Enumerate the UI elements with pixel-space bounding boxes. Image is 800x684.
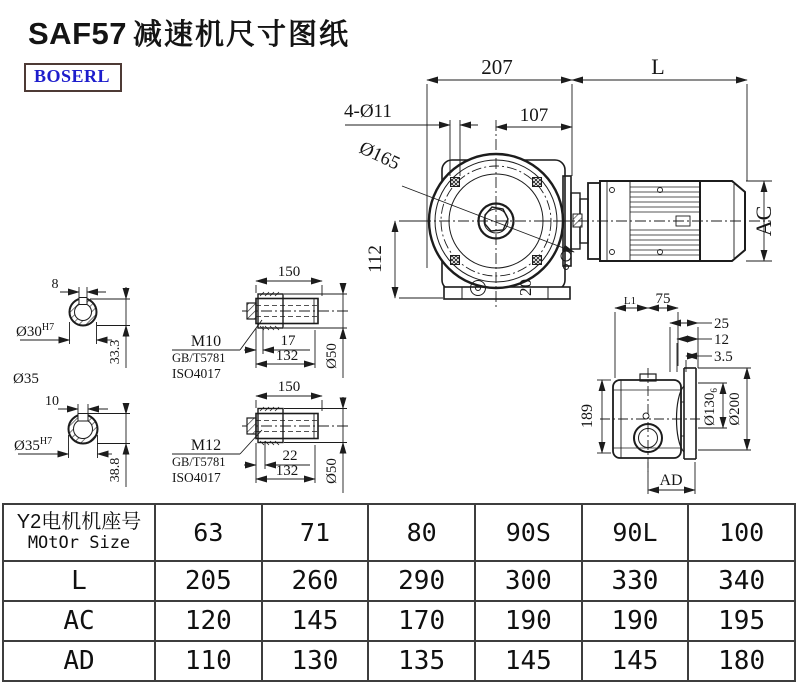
sec1-depth-label: 33.3 [108,339,123,365]
dim-20-label: 20 [516,279,535,296]
cell-AD-100: 180 [688,641,795,681]
cell-AC-71: 145 [262,601,369,641]
hs1-depth-label: 17 [280,333,296,349]
col-100: 100 [688,504,795,561]
motor-side-view [540,176,770,270]
cell-AC-100: 195 [688,601,795,641]
row-label-AD: AD [3,641,155,681]
table-row-AD [3,641,795,681]
dim-189-label: 189 [579,404,596,428]
title-chinese: 减速机尺寸图纸 [132,17,350,51]
table-header-row [3,504,795,561]
col-80: 80 [368,504,475,561]
table-row-header [3,504,155,561]
dim-112-label: 112 [365,245,386,273]
col-63: 63 [155,504,262,561]
hs2-depth-label: 22 [282,448,298,464]
dim-207-label: 207 [481,55,513,79]
cell-L-90L: 330 [582,561,689,601]
row-label-AC: AC [3,601,155,641]
row-label-L: L [3,561,155,601]
dim-bolt-holes-label: 4-Ø11 [344,101,392,122]
cell-AC-90S: 190 [475,601,582,641]
model-code: SAF57 [28,16,127,51]
dim-L1-label: L1 [623,295,637,307]
dim-130-label: $Ø130_6$ [702,388,719,426]
hs1-bore-label: 132 [275,348,299,364]
motor-size-table [2,503,796,682]
hs2-std1-label: GB/T5781 [172,455,226,469]
hs1-std2-label: ISO4017 [172,366,221,381]
hs2-thread-label: M12 [190,437,222,454]
cell-AD-63: 110 [155,641,262,681]
col-71: 71 [262,504,369,561]
mid-shaft-label: Ø35 [13,371,39,387]
dim-107-label: 107 [519,105,549,126]
motor-frame-label-cn: Y2电机机座号 [16,511,142,534]
table-row-L [3,561,795,601]
table-row-AC [3,601,795,641]
hs1-length-label: 150 [277,264,301,280]
col-90L: 90L [582,504,689,561]
main-dimensions [345,80,772,298]
cell-L-100: 340 [688,561,795,601]
dim-AD-label: AD [659,472,683,489]
cell-AC-63: 120 [155,601,262,641]
cell-L-63: 205 [155,561,262,601]
hs2-length-label: 150 [277,379,301,395]
cell-AD-90L: 145 [582,641,689,681]
cell-AD-90S: 145 [475,641,582,681]
dim-12-label: 12 [714,332,729,348]
cell-L-71: 260 [262,561,369,601]
cell-AD-80: 135 [368,641,475,681]
cell-AD-71: 130 [262,641,369,681]
brand-logo: BOSERL [24,63,122,92]
dim-3-5-label: 3.5 [714,349,733,365]
dim-75-label: 75 [655,291,671,307]
sec1-key-label: 8 [51,277,59,292]
sec2-bore-label: $Ø35^{H7}$ [14,436,53,454]
dim-AC-label: AC [751,205,776,237]
sec2-key-label: 10 [45,394,59,409]
cell-L-90S: 300 [475,561,582,601]
cell-L-80: 290 [368,561,475,601]
cell-AC-80: 170 [368,601,475,641]
dim-L-label: L [651,54,665,79]
cell-AC-90L: 190 [582,601,689,641]
hs2-std2-label: ISO4017 [172,470,221,485]
sec1-bore-label: $Ø30^{H7}$ [16,322,55,340]
hs1-std1-label: GB/T5781 [172,351,226,365]
motor-frame-label-en: MOtOr Size [27,533,131,554]
dim-25-label: 25 [714,316,729,332]
col-90S: 90S [475,504,582,561]
hs1-thread-label: M10 [190,333,222,350]
hs1-od-label: Ø50 [324,343,340,369]
dim-200-label: Ø200 [727,392,743,426]
hs2-bore-label: 132 [275,463,299,479]
dim-flange-dia-label: Ø165 [355,137,404,175]
hs2-od-label: Ø50 [324,458,340,484]
sec2-depth-label: 38.8 [108,457,123,483]
